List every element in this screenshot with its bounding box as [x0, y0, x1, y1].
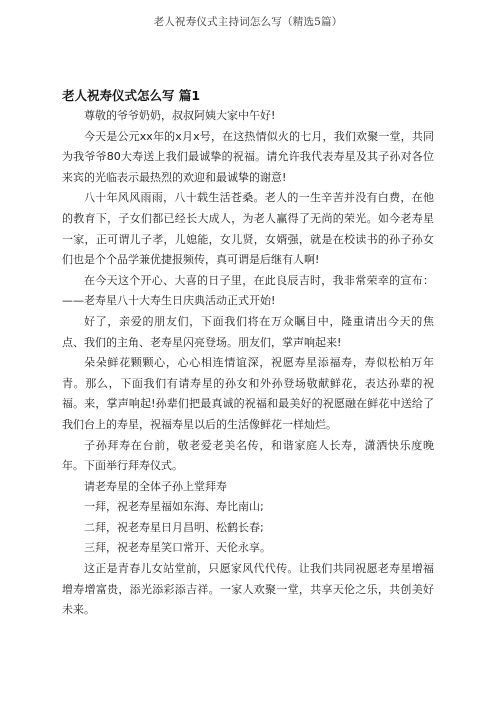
- first-bow-line: 一拜，祝老寿星福如东海、寿比南山;: [84, 500, 264, 514]
- flowers-paragraph: 朵朵鲜花颗颗心，心心相连情谊深，祝愿寿星添福寿，寿似松柏万年青。那么，下面我们有请寿星的孙女和外孙登场敬献鲜花，表达孙辈的祝福。来，掌声响起!孙辈们把最真诚的祝福和最美好的祝愿融在鲜花中送给了我们台上的寿星，祝福寿星以后的生活像鲜花一样灿烂。: [62, 356, 434, 431]
- announcement-paragraph: 在今天这个开心、大喜的日子里，在此良辰吉时，我非常荣幸的宣布：——老寿星八十大寿生日庆典活动正式开始!: [62, 273, 434, 308]
- greeting-paragraph: 尊敬的爷爷奶奶，叔叔阿姨大家中午好!: [84, 109, 276, 122]
- section-heading: 老人祝寿仪式怎么写 篇1: [62, 88, 201, 103]
- closing-paragraph: 这正是青春儿女站堂前，只愿家风代代传。让我们共同祝愿老寿星增福增寿增富贵，添光添彩添吉祥。一家人欢聚一堂，共享天伦之乐，共创美好未来。: [62, 562, 434, 617]
- third-bow-line: 三拜，祝老寿星笑口常开、天伦永享。: [84, 541, 271, 555]
- document-title: 老人祝寿仪式主持词怎么写（精选5篇）: [153, 16, 343, 28]
- invitation-line: 请老寿星的全体子孙上堂拜寿: [84, 479, 227, 493]
- document-body: [62, 106, 434, 621]
- ceremony-paragraph: 子孙拜寿在台前，敬老爱老美名传，和谐家庭人长寿，潇洒快乐度晚年。下面举行拜寿仪式。: [62, 438, 434, 473]
- life-story-paragraph: 八十年风风雨雨，八十载生活苍桑。老人的一生辛苦并没有白费，在他的教育下，子女们都已经长大成人，为老人赢得了无尚的荣光。如今老寿星一家，正可谓儿子孝，儿媳能，女儿贤，女婿强，就是在校读书的孙子孙女们也是个个品学兼优捷报频传，真可谓是后继有人啊!: [62, 191, 434, 267]
- opening-paragraph: 今天是公元xx年的x月x号，在这热情似火的七月，我们欢聚一堂，共同为我爷爷80大寿送上我们最诚挚的祝福。请允许我代表寿星及其子孙对各位来宾的光临表示最热烈的欢迎和最诚挚的谢意!: [62, 129, 434, 184]
- introduction-paragraph: 好了，亲爱的朋友们，下面我们将在万众瞩目中，隆重请出今天的焦点、我们的主角、老寿星闪亮登场。朋友们，掌声响起来!: [62, 314, 434, 349]
- second-bow-line: 二拜，祝老寿星日月昌明、松鹤长春;: [84, 520, 264, 534]
